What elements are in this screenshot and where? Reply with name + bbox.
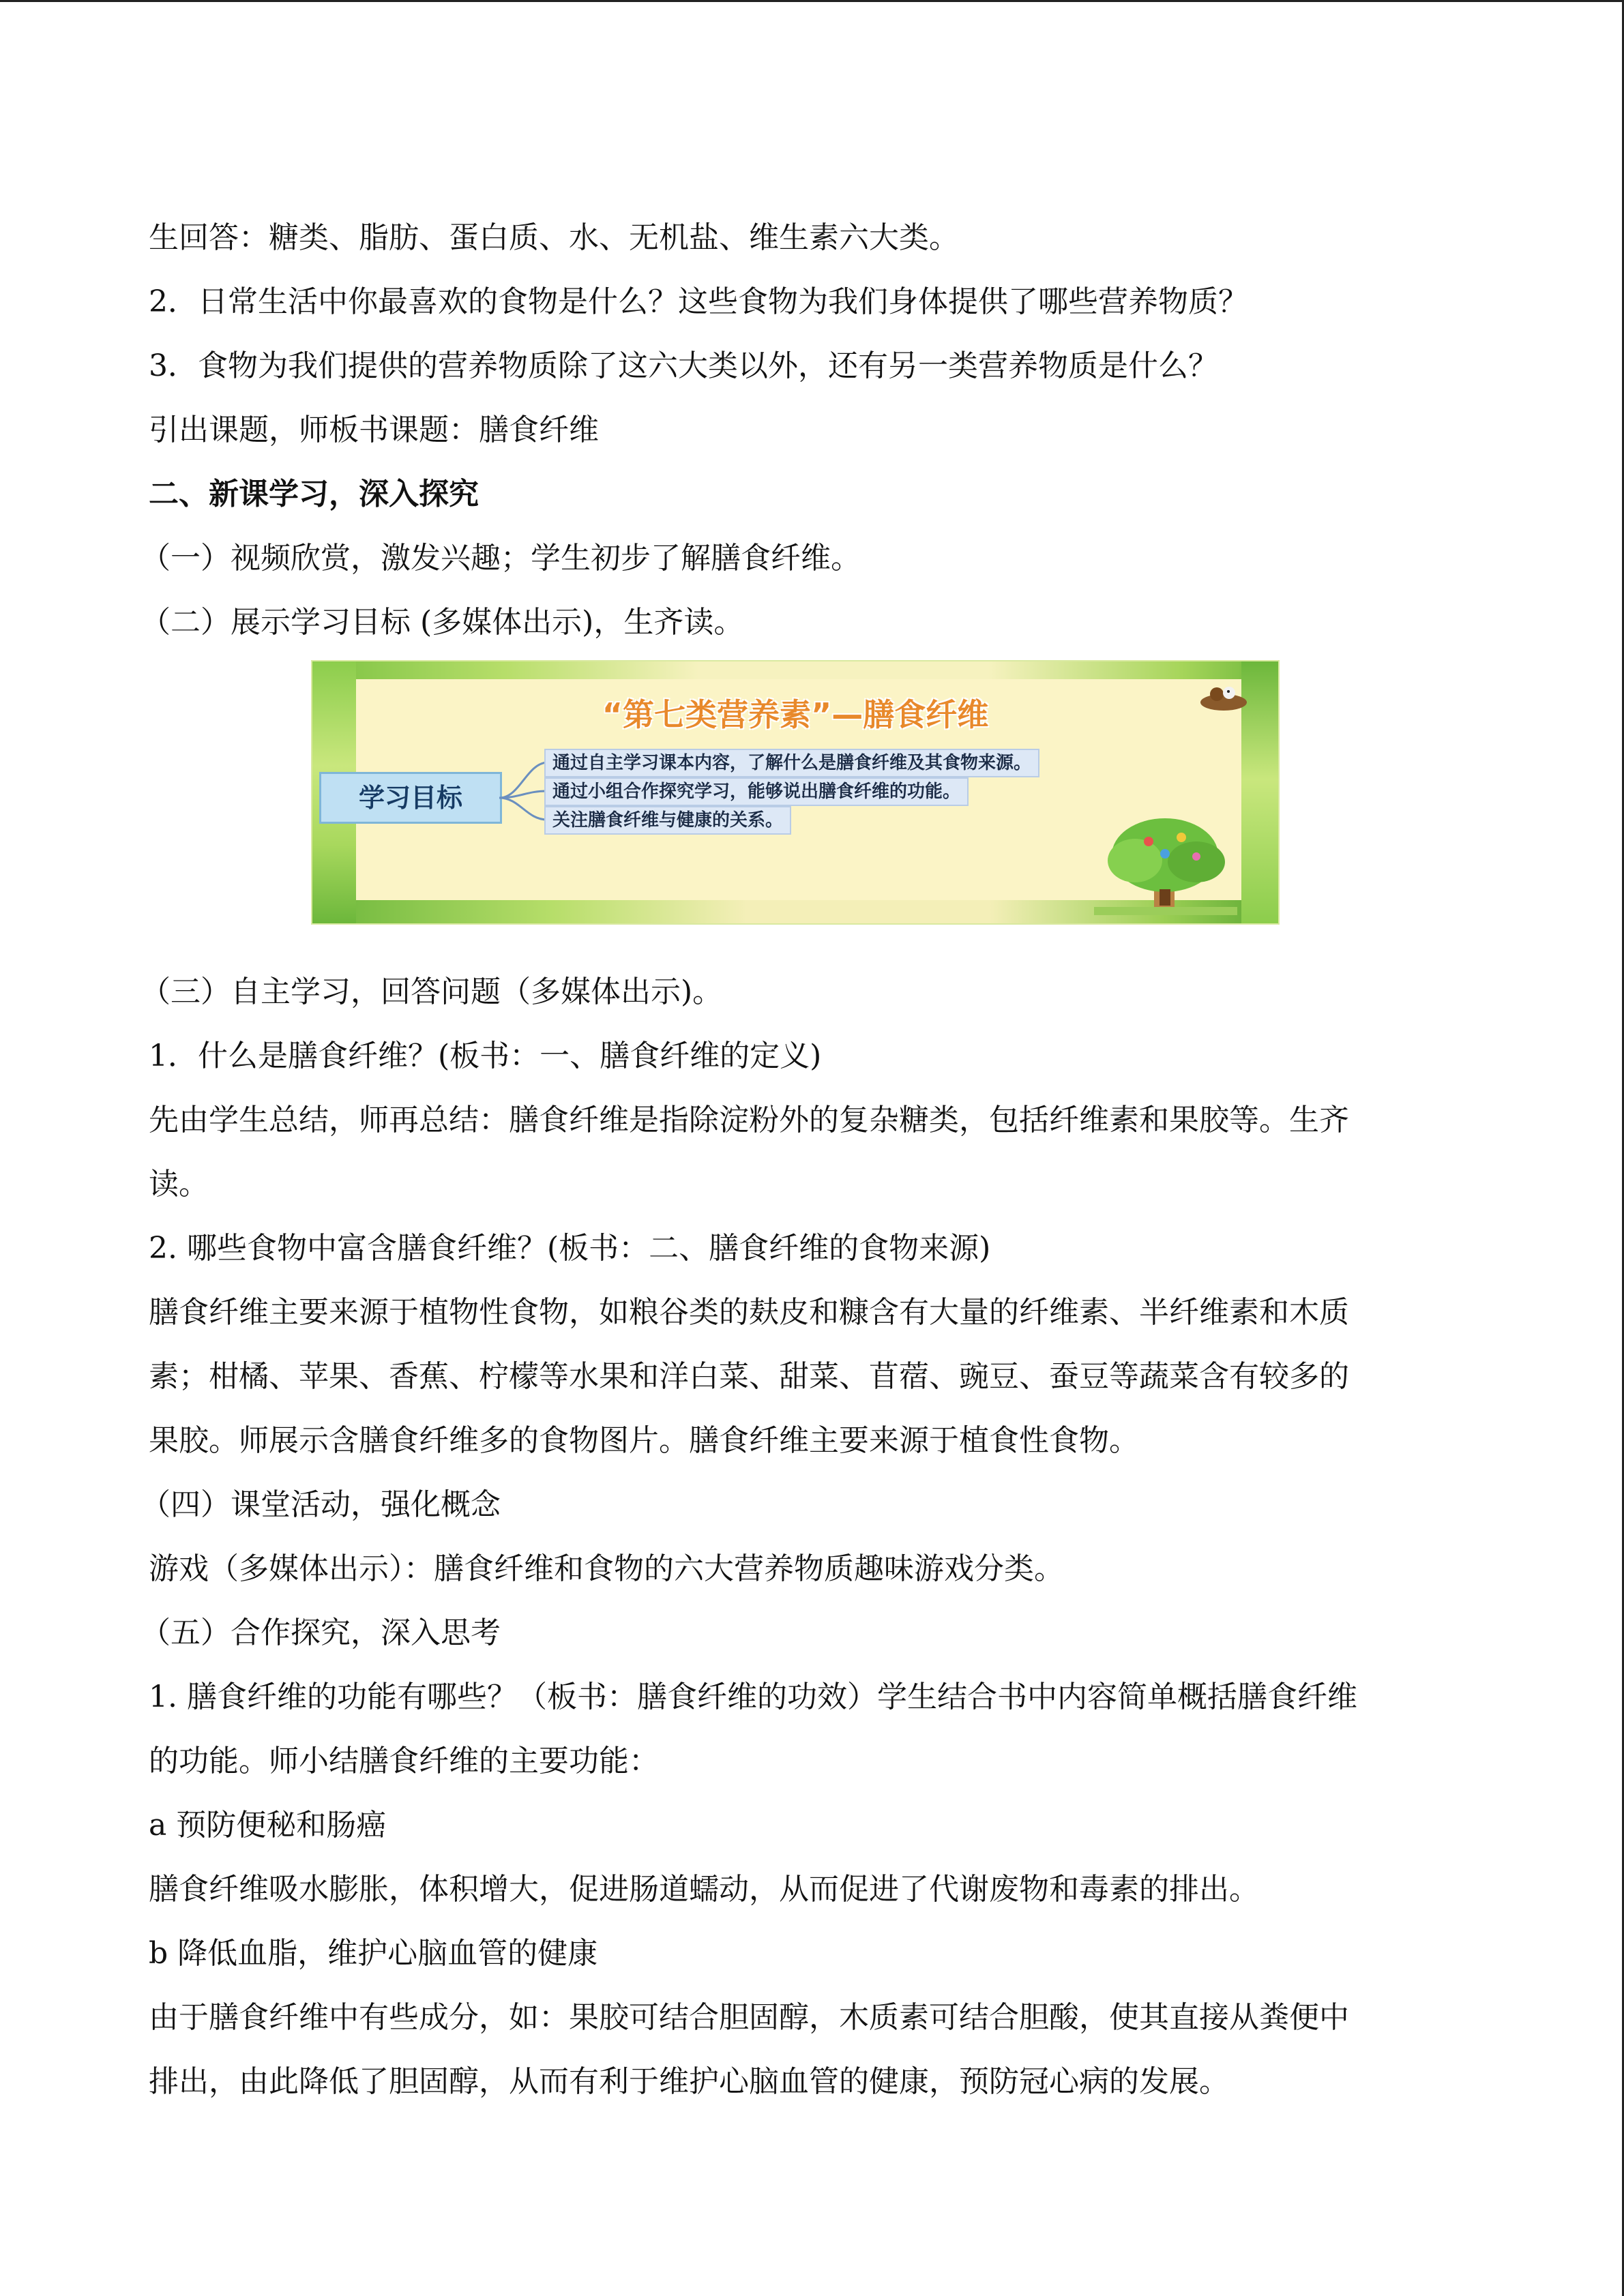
sources-text-3: 果胶。师展示含膳食纤维多的食物图片。膳食纤维主要来源于植食性食物。 (149, 1423, 1139, 1458)
function-question-2: 的功能。师小结膳食纤维的主要功能： (149, 1744, 659, 1778)
definition-text-2: 读。 (149, 1167, 209, 1202)
subsection-1: （一）视频欣赏，激发兴趣；学生初步了解膳食纤维。 (141, 541, 861, 576)
page-border-top (0, 0, 1624, 2)
leaf-border-top (312, 661, 1278, 679)
learning-goals-slide (311, 660, 1280, 925)
subsection-4: （四）课堂活动，强化概念 (141, 1487, 501, 1522)
function-a-text: 膳食纤维吸水膨胀，体积增大，促进肠道蠕动，从而促进了代谢废物和毒素的排出。 (149, 1872, 1259, 1907)
subsection-3: （三）自主学习，回答问题（多媒体出示)。 (141, 974, 723, 1009)
goal-item-1: 通过自主学习课本内容，了解什么是膳食纤维及其食物来源。 (544, 749, 1039, 777)
question-definition: 1．什么是膳食纤维？(板书：一、膳食纤维的定义) (149, 1039, 822, 1073)
goal-item-3: 关注膳食纤维与健康的关系。 (544, 806, 791, 835)
definition-text-1: 先由学生总结，师再总结：膳食纤维是指除淀粉外的复杂糖类，包括纤维素和果胶等。生齐 (149, 1103, 1349, 1137)
topic-intro: 引出课题，师板书课题：膳食纤维 (149, 413, 599, 447)
slide-image-container (149, 660, 1486, 945)
function-a-title: a 预防便秘和肠癌 (149, 1808, 387, 1843)
section-heading-2: 二、新课学习，深入探究 (149, 477, 479, 511)
question-2: 2．日常生活中你最喜欢的食物是什么？这些食物为我们身体提供了哪些营养物质？ (149, 284, 1248, 319)
paragraph-answer: 生回答：糖类、脂肪、蛋白质、水、无机盐、维生素六大类。 (149, 220, 959, 255)
learning-goals-label: 学习目标 (319, 772, 502, 824)
game-activity: 游戏（多媒体出示）：膳食纤维和食物的六大营养物质趣味游戏分类。 (149, 1551, 1064, 1586)
sources-text-2: 素；柑橘、苹果、香蕉、柠檬等水果和洋白菜、甜菜、苜蓿、豌豆、蚕豆等蔬菜含有较多的 (149, 1359, 1349, 1394)
tree-house-icon (1094, 813, 1237, 915)
subsection-5: （五）合作探究，深入思考 (141, 1615, 501, 1650)
slide-title: “第七类营养素”—膳食纤维 (602, 696, 989, 733)
function-question-1: 1. 膳食纤维的功能有哪些？（板书：膳食纤维的功效）学生结合书中内容简单概括膳食纤维 (149, 1680, 1357, 1714)
document-body (141, 206, 1486, 2114)
function-b-title: b 降低血脂，维护心脑血管的健康 (149, 1936, 598, 1971)
goal-item-2: 通过小组合作探究学习，能够说出膳食纤维的功能。 (544, 777, 969, 806)
question-sources: 2. 哪些食物中富含膳食纤维？(板书：二、膳食纤维的食物来源) (149, 1231, 991, 1266)
subsection-2: （二）展示学习目标 (多媒体出示)，生齐读。 (141, 605, 744, 640)
function-b-text-1: 由于膳食纤维中有些成分，如：果胶可结合胆固醇，木质素可结合胆酸，使其直接从粪便中 (149, 2000, 1349, 2035)
sources-text-1: 膳食纤维主要来源于植物性食物，如粮谷类的麸皮和糠含有大量的纤维素、半纤维素和木质 (149, 1295, 1349, 1330)
function-b-text-2: 排出，由此降低了胆固醇，从而有利于维护心脑血管的健康，预防冠心病的发展。 (149, 2064, 1229, 2099)
question-3: 3．食物为我们提供的营养物质除了这六大类以外，还有另一类营养物质是什么？ (149, 348, 1218, 383)
